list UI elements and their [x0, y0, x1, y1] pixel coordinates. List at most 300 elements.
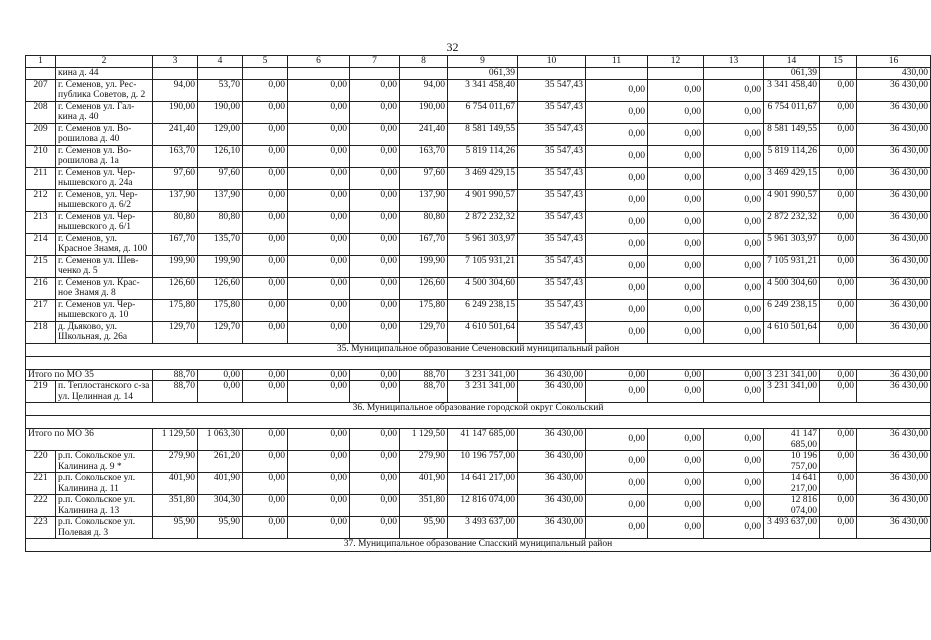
table-cell: 6 249 238,15 [448, 299, 518, 321]
section-heading-row [26, 539, 931, 552]
table-cell: 36 430,00 [518, 381, 586, 403]
table-cell: 0,00 [288, 211, 350, 233]
table-row [26, 68, 931, 80]
table-cell: р.п. Сокольское ул. Полевая д. 3 [56, 517, 153, 539]
table-cell: 12 816 074,00 [448, 495, 518, 517]
table-cell: 14 641 217,00 [448, 473, 518, 495]
table-cell: 4 500 304,60 [448, 277, 518, 299]
table-cell: 0,00 [288, 233, 350, 255]
table-cell: 4 610 501,64 [448, 321, 518, 343]
table-cell: 0,00 [648, 473, 704, 495]
table-cell: 0,00 [648, 79, 704, 101]
section-heading-row [26, 343, 931, 356]
table-cell: 137,90 [198, 189, 243, 211]
table-cell: 351,80 [153, 495, 198, 517]
table-cell: 7 105 931,21 [764, 255, 820, 277]
table-cell: 88,70 [153, 381, 198, 403]
table-cell: д. Дьяково, ул. Школьная, д. 26а [56, 321, 153, 343]
table-cell: 88,70 [400, 381, 448, 403]
table-cell: 199,90 [153, 255, 198, 277]
table-cell: Итого по МО 35 [26, 369, 153, 381]
table-cell: 0,00 [288, 429, 350, 451]
table-row [26, 233, 931, 255]
col-header: 16 [857, 56, 931, 68]
table-row [26, 167, 931, 189]
table-cell: 53,70 [198, 79, 243, 101]
table-cell: 35 547,43 [518, 321, 586, 343]
table-cell: 0,00 [288, 255, 350, 277]
table-cell: 199,90 [198, 255, 243, 277]
table-cell: 0,00 [820, 299, 857, 321]
table-cell: 214 [26, 233, 56, 255]
table-cell: 5 961 303,97 [448, 233, 518, 255]
total-row [26, 369, 931, 381]
table-cell: 218 [26, 321, 56, 343]
table-cell: 0,00 [704, 517, 764, 539]
table-cell: 0,00 [704, 299, 764, 321]
table-cell: 0,00 [704, 495, 764, 517]
table-cell: 175,80 [198, 299, 243, 321]
table-cell: 061,39 [764, 68, 820, 80]
col-header: 11 [586, 56, 648, 68]
table-cell: 0,00 [288, 277, 350, 299]
col-header: 8 [400, 56, 448, 68]
table-cell: 0,00 [704, 101, 764, 123]
total-row [26, 429, 931, 451]
table-cell: 0,00 [704, 473, 764, 495]
col-header: 9 [448, 56, 518, 68]
table-cell: г. Семенов, ул. Красное Знамя, д. 100 [56, 233, 153, 255]
table-cell: 36 430,00 [857, 517, 931, 539]
table-row [26, 145, 931, 167]
table-cell: 36 430,00 [857, 145, 931, 167]
table-cell: 0,00 [704, 167, 764, 189]
table-cell: г. Семенов ул. Чер-нышевского д. 6/1 [56, 211, 153, 233]
table-cell: 061,39 [448, 68, 518, 80]
col-header: 7 [350, 56, 400, 68]
table-cell: 0,00 [243, 79, 288, 101]
table-cell: 0,00 [586, 189, 648, 211]
table-cell: 0,00 [648, 101, 704, 123]
table-cell: 36 430,00 [857, 123, 931, 145]
table-cell [198, 68, 243, 80]
table-cell: 10 196 757,00 [448, 451, 518, 473]
table-cell: 36 430,00 [857, 167, 931, 189]
table-cell: 0,00 [243, 299, 288, 321]
table-cell: 0,00 [648, 299, 704, 321]
table-cell: 0,00 [243, 381, 288, 403]
table-cell: 0,00 [243, 255, 288, 277]
table-cell: 211 [26, 167, 56, 189]
table-cell: 35 547,43 [518, 233, 586, 255]
table-row [26, 189, 931, 211]
table-cell: 36 430,00 [518, 517, 586, 539]
table-cell: 0,00 [288, 451, 350, 473]
table-cell: 0,00 [704, 369, 764, 381]
table-cell: 3 493 637,00 [448, 517, 518, 539]
table-cell: 97,60 [400, 167, 448, 189]
header-row [26, 56, 931, 68]
table-row [26, 381, 931, 403]
table-cell: 36 430,00 [518, 451, 586, 473]
table-cell: 0,00 [243, 495, 288, 517]
table-cell: 0,00 [648, 123, 704, 145]
table-cell: 0,00 [820, 123, 857, 145]
table-cell: 0,00 [198, 369, 243, 381]
table-cell: 0,00 [820, 167, 857, 189]
table-cell: 0,00 [350, 277, 400, 299]
table-cell: 0,00 [586, 123, 648, 145]
table-cell: 0,00 [586, 517, 648, 539]
table-cell: 0,00 [704, 79, 764, 101]
table-cell: 0,00 [704, 145, 764, 167]
table-cell: 0,00 [586, 211, 648, 233]
table-cell: Итого по МО 36 [26, 429, 153, 451]
table-row [26, 451, 931, 473]
table-cell: 0,00 [243, 369, 288, 381]
table-cell: 0,00 [350, 381, 400, 403]
table-cell: 5 961 303,97 [764, 233, 820, 255]
table-cell: 129,70 [153, 321, 198, 343]
table-cell: 5 819 114,26 [764, 145, 820, 167]
table-cell: 3 231 341,00 [764, 369, 820, 381]
table-cell: 0,00 [820, 101, 857, 123]
table-cell: 36 430,00 [857, 233, 931, 255]
table-cell: 401,90 [400, 473, 448, 495]
table-cell: 207 [26, 79, 56, 101]
table-cell: 35 547,43 [518, 211, 586, 233]
table-cell: 3 469 429,15 [764, 167, 820, 189]
table-cell: 0,00 [586, 167, 648, 189]
table-cell: 35 547,43 [518, 189, 586, 211]
table-cell: 0,00 [243, 321, 288, 343]
table-cell [586, 68, 648, 80]
table-cell: 4 901 990,57 [764, 189, 820, 211]
table-cell: г. Семенов ул. Крас-ное Знамя д. 8 [56, 277, 153, 299]
table-cell: 95,90 [198, 517, 243, 539]
table-cell: 0,00 [648, 189, 704, 211]
table-cell [288, 68, 350, 80]
table-cell: 0,00 [648, 381, 704, 403]
table-cell: 217 [26, 299, 56, 321]
table-cell: 41 147 685,00 [764, 429, 820, 451]
table-cell: р.п. Сокольское ул. Калинина д. 9 * [56, 451, 153, 473]
table-cell: 0,00 [288, 79, 350, 101]
table-cell: 0,00 [243, 451, 288, 473]
table-cell: 199,90 [400, 255, 448, 277]
table-cell: 6 249 238,15 [764, 299, 820, 321]
table-row [26, 473, 931, 495]
table-cell: 0,00 [820, 517, 857, 539]
table-cell: 0,00 [288, 321, 350, 343]
table-cell: 0,00 [288, 381, 350, 403]
table-cell: 4 500 304,60 [764, 277, 820, 299]
data-table [25, 55, 931, 552]
table-cell: 0,00 [350, 211, 400, 233]
table-cell: 0,00 [704, 123, 764, 145]
col-header: 3 [153, 56, 198, 68]
table-cell: 216 [26, 277, 56, 299]
table-cell: 0,00 [350, 79, 400, 101]
table-cell: 3 469 429,15 [448, 167, 518, 189]
table-cell: 88,70 [153, 369, 198, 381]
table-cell: 0,00 [648, 167, 704, 189]
table-cell: 167,70 [400, 233, 448, 255]
table-cell: р.п. Сокольское ул. Калинина д. 13 [56, 495, 153, 517]
col-header: 14 [764, 56, 820, 68]
table-cell: 3 493 637,00 [764, 517, 820, 539]
table-cell: 0,00 [586, 451, 648, 473]
table-cell: 0,00 [243, 429, 288, 451]
table-cell: 190,00 [400, 101, 448, 123]
table-cell: 0,00 [288, 167, 350, 189]
table-cell: 0,00 [350, 495, 400, 517]
table-cell: 175,80 [400, 299, 448, 321]
table-cell: 0,00 [350, 369, 400, 381]
table-cell: 212 [26, 189, 56, 211]
table-cell: 36 430,00 [857, 321, 931, 343]
table-cell: 97,60 [198, 167, 243, 189]
table-cell: г. Семенов ул. Чер-нышевского д. 10 [56, 299, 153, 321]
table-cell: 126,60 [400, 277, 448, 299]
table-cell: 0,00 [586, 321, 648, 343]
table-cell: 36 430,00 [857, 101, 931, 123]
col-header: 15 [820, 56, 857, 68]
table-cell: 80,80 [198, 211, 243, 233]
table-cell: 0,00 [648, 369, 704, 381]
table-cell: 0,00 [586, 233, 648, 255]
table-cell: 0,00 [586, 495, 648, 517]
table-cell: 401,90 [198, 473, 243, 495]
table-cell: 0,00 [648, 451, 704, 473]
table-cell: 0,00 [820, 451, 857, 473]
table-cell: г. Семенов ул. Во-рошилова д. 40 [56, 123, 153, 145]
table-cell: 0,00 [350, 167, 400, 189]
table-cell: 36 430,00 [857, 451, 931, 473]
table-cell: 95,90 [400, 517, 448, 539]
table-cell: 0,00 [288, 189, 350, 211]
table-cell: 0,00 [288, 101, 350, 123]
table-cell: 94,00 [400, 79, 448, 101]
table-cell [153, 68, 198, 80]
table-cell [400, 68, 448, 80]
section-heading: 36. Муниципальное образование городской округ Сокольский [26, 403, 931, 416]
table-cell: 304,30 [198, 495, 243, 517]
table-cell: 0,00 [288, 123, 350, 145]
table-cell: 36 430,00 [857, 79, 931, 101]
table-cell: 0,00 [243, 277, 288, 299]
table-cell: 1 063,30 [198, 429, 243, 451]
table-cell: р.п. Сокольское ул. Калинина д. 11 [56, 473, 153, 495]
spacer-row [26, 416, 931, 429]
table-cell: 0,00 [243, 189, 288, 211]
table-cell: 1 129,50 [400, 429, 448, 451]
table-cell [518, 68, 586, 80]
table-cell: 36 430,00 [857, 369, 931, 381]
table-cell: 0,00 [243, 473, 288, 495]
table-cell: 0,00 [648, 517, 704, 539]
table-cell [704, 68, 764, 80]
table-cell [648, 68, 704, 80]
table-cell: 0,00 [350, 145, 400, 167]
table-cell: 175,80 [153, 299, 198, 321]
col-header: 2 [56, 56, 153, 68]
table-cell: 0,00 [648, 429, 704, 451]
table-cell: 0,00 [243, 517, 288, 539]
table-cell: 163,70 [153, 145, 198, 167]
table-cell: 0,00 [243, 101, 288, 123]
table-cell: 0,00 [586, 369, 648, 381]
table-cell: 129,70 [400, 321, 448, 343]
table-cell: 41 147 685,00 [448, 429, 518, 451]
table-cell: 0,00 [288, 495, 350, 517]
table-cell: 430,00 [857, 68, 931, 80]
table-cell: 0,00 [350, 255, 400, 277]
table-cell: 0,00 [704, 189, 764, 211]
col-header: 1 [26, 56, 56, 68]
table-cell: 36 430,00 [857, 299, 931, 321]
table-cell: 12 816 074,00 [764, 495, 820, 517]
table-cell: г. Семенов ул. Во-рошилова д. 1а [56, 145, 153, 167]
table-row [26, 495, 931, 517]
table-cell: 279,90 [400, 451, 448, 473]
table-cell: 0,00 [648, 277, 704, 299]
table-cell: 0,00 [350, 123, 400, 145]
table-cell: 0,00 [820, 79, 857, 101]
table-cell: 3 341 458,40 [764, 79, 820, 101]
table-cell: 126,10 [198, 145, 243, 167]
table-cell: 0,00 [350, 321, 400, 343]
table-row [26, 123, 931, 145]
table-cell: 167,70 [153, 233, 198, 255]
table-cell: п. Теплостанского с-за ул. Целинная д. 14 [56, 381, 153, 403]
table-row [26, 299, 931, 321]
table-cell: 10 196 757,00 [764, 451, 820, 473]
table-cell: 0,00 [350, 189, 400, 211]
table-cell: 35 547,43 [518, 123, 586, 145]
table-cell: 0,00 [820, 429, 857, 451]
table-cell: 401,90 [153, 473, 198, 495]
section-heading: 35. Муниципальное образование Сеченовский муниципальный район [26, 343, 931, 356]
table-cell: 5 819 114,26 [448, 145, 518, 167]
table-cell: 0,00 [704, 277, 764, 299]
table-cell: 0,00 [288, 473, 350, 495]
table-cell: 0,00 [704, 321, 764, 343]
table-cell: 0,00 [648, 321, 704, 343]
page-number: 32 [446, 40, 459, 54]
section-heading: 37. Муниципальное образование Спасский муниципальный район [26, 539, 931, 552]
table-cell: 36 430,00 [857, 255, 931, 277]
table-cell: 35 547,43 [518, 167, 586, 189]
table-cell: 126,60 [153, 277, 198, 299]
table-cell: 2 872 232,32 [764, 211, 820, 233]
table-cell: 36 430,00 [518, 429, 586, 451]
table-cell: 0,00 [648, 145, 704, 167]
table-cell: 223 [26, 517, 56, 539]
table-cell: 36 430,00 [857, 429, 931, 451]
section-heading-row [26, 403, 931, 416]
table-cell: 0,00 [586, 429, 648, 451]
table-cell: 0,00 [586, 277, 648, 299]
table-cell: 35 547,43 [518, 255, 586, 277]
spacer-row [26, 356, 931, 369]
table-cell: 0,00 [820, 233, 857, 255]
table-cell: 0,00 [586, 101, 648, 123]
table-cell [243, 68, 288, 80]
table-cell: 3 231 341,00 [448, 369, 518, 381]
table-cell: 0,00 [350, 451, 400, 473]
table-cell: 4 610 501,64 [764, 321, 820, 343]
table-row [26, 79, 931, 101]
col-header: 12 [648, 56, 704, 68]
table-cell: 36 430,00 [857, 381, 931, 403]
table-cell: 0,00 [288, 517, 350, 539]
table-cell: 0,00 [586, 381, 648, 403]
table-cell: 0,00 [586, 79, 648, 101]
table-cell: 8 581 149,55 [764, 123, 820, 145]
table-cell: 97,60 [153, 167, 198, 189]
table-cell: 190,00 [153, 101, 198, 123]
table-cell: 0,00 [586, 299, 648, 321]
table-cell: 126,60 [198, 277, 243, 299]
table-cell: 0,00 [704, 255, 764, 277]
table-cell: 3 231 341,00 [764, 381, 820, 403]
table-cell: 36 430,00 [857, 495, 931, 517]
table-cell: 0,00 [288, 145, 350, 167]
table-cell: 0,00 [350, 101, 400, 123]
table-cell: 222 [26, 495, 56, 517]
table-cell: 241,40 [153, 123, 198, 145]
table-row [26, 277, 931, 299]
table-cell: кина д. 44 [56, 68, 153, 80]
table-cell: г. Семенов ул. Шев-ченко д. 5 [56, 255, 153, 277]
table-cell: 36 430,00 [518, 369, 586, 381]
table-cell: 36 430,00 [857, 277, 931, 299]
table-cell: 36 430,00 [857, 473, 931, 495]
table-cell: 0,00 [586, 473, 648, 495]
table-cell: 0,00 [288, 299, 350, 321]
table-cell: 163,70 [400, 145, 448, 167]
table-cell: 0,00 [820, 495, 857, 517]
table-cell: 210 [26, 145, 56, 167]
table-cell: 0,00 [350, 473, 400, 495]
table-cell [820, 68, 857, 80]
table-cell: 0,00 [648, 255, 704, 277]
table-cell: 221 [26, 473, 56, 495]
spacer-cell [26, 416, 931, 429]
table-cell: 0,00 [243, 233, 288, 255]
table-cell: г. Семенов, ул. Чер-нышевского д. 6/2 [56, 189, 153, 211]
table-cell: 35 547,43 [518, 79, 586, 101]
table-cell: 35 547,43 [518, 101, 586, 123]
col-header: 5 [243, 56, 288, 68]
table-cell: 0,00 [820, 473, 857, 495]
table-cell: 35 547,43 [518, 145, 586, 167]
table-row [26, 101, 931, 123]
table-cell: 241,40 [400, 123, 448, 145]
table-cell: 0,00 [198, 381, 243, 403]
table-cell: 0,00 [820, 255, 857, 277]
table-cell: 135,70 [198, 233, 243, 255]
col-header: 13 [704, 56, 764, 68]
table-cell: 0,00 [350, 299, 400, 321]
table-cell: 0,00 [820, 189, 857, 211]
table-cell: 0,00 [243, 167, 288, 189]
table-cell: 351,80 [400, 495, 448, 517]
table-cell: 0,00 [704, 381, 764, 403]
table-cell: 0,00 [704, 211, 764, 233]
table-cell: 0,00 [586, 145, 648, 167]
